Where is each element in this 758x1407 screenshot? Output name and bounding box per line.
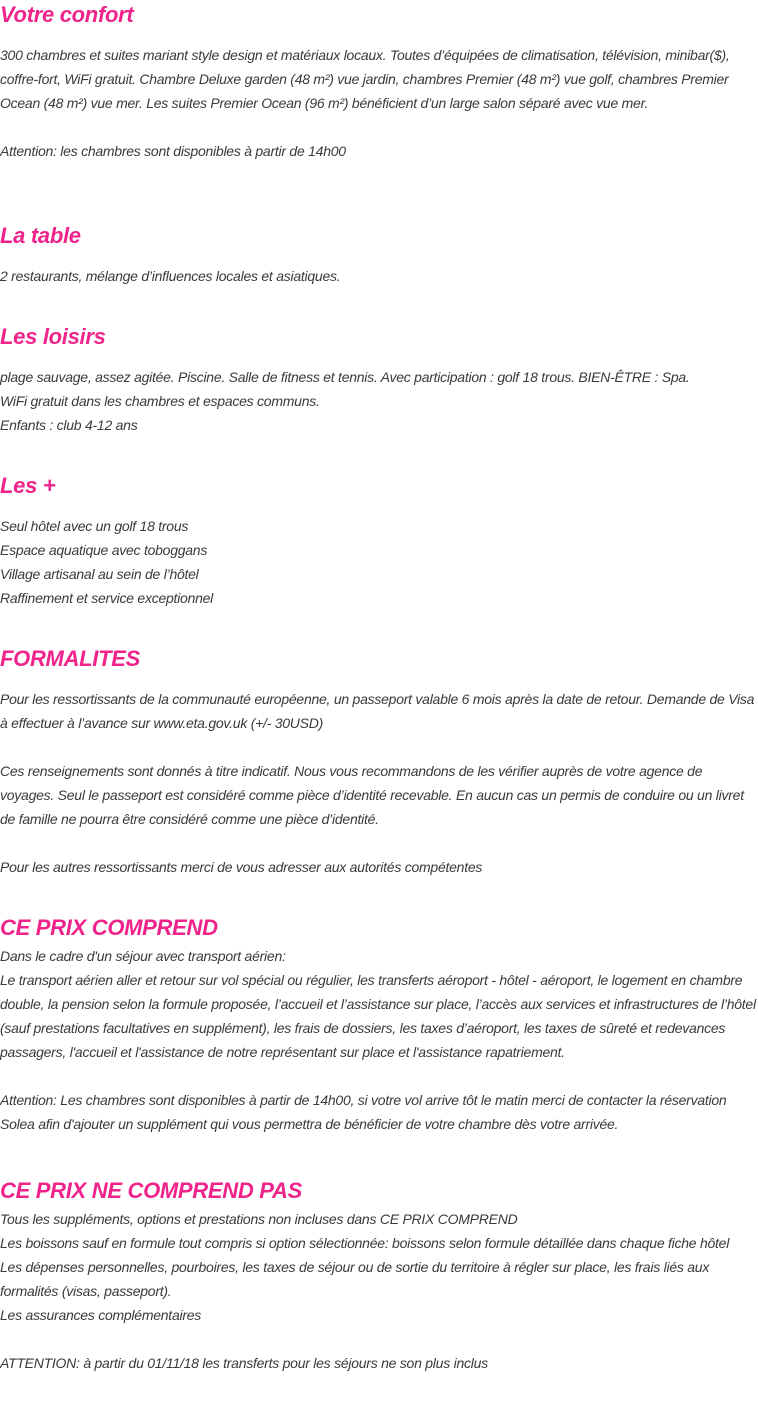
section-title-plus: Les +	[0, 473, 56, 498]
section-prix-ne-comprend-pas	[0, 1176, 758, 1375]
ne-comprend-attention: ATTENTION: à partir du 01/11/18 les transferts pour les séjours ne son plus inclus	[0, 1355, 488, 1371]
section-body-prix-comprend	[0, 944, 758, 1136]
section-confort	[0, 0, 758, 163]
section-body-table	[0, 264, 758, 288]
section-formalites	[0, 644, 758, 879]
section-table	[0, 221, 758, 288]
section-body-prix-ne-comprend-pas	[0, 1207, 758, 1375]
formalites-passport: Pour les ressortissants de la communauté européenne, un passeport valable 6 mois après la date de retour. Demande de Visa à effectuer à l’avance sur www.eta.gov.uk (+/- 30USD)	[0, 691, 755, 731]
comprend-attention: Attention: Les chambres sont disponibles à partir de 14h00, si votre vol arrive tôt le matin merci de contacter la réservation Solea afin d'ajouter un supplément qui vous permettra de bénéficier de votre chambre dès votre arrivée.	[0, 1092, 727, 1132]
plus-line: Raffinement et service exceptionnel	[0, 590, 214, 606]
formalites-disclaimer: Ces renseignements sont donnés à titre indicatif. Nous vous recommandons de les vérifier auprès de votre agence de voyages. Seul le passeport est considéré comme pièce d’identité recevable. En aucun cas un permis de conduire ou un livret de famille ne pourra être considéré comme une pièce d’identité.	[0, 763, 744, 827]
section-title-prix-ne-comprend-pas: CE PRIX NE COMPREND PAS	[0, 1178, 302, 1203]
section-plus	[0, 471, 758, 610]
section-prix-comprend	[0, 913, 758, 1136]
section-loisirs	[0, 322, 758, 437]
loisirs-line: WiFi gratuit dans les chambres et espaces communs.	[0, 393, 320, 409]
section-title-formalites: FORMALITES	[0, 646, 140, 671]
comprend-details: Le transport aérien aller et retour sur vol spécial ou régulier, les transferts aéroport - hôtel - aéroport, le logement en chambre double, la pension selon la formule proposée, l’accueil et l’assistance sur place, l’accès aux services et infrastructures de l’hôtel (sauf prestations facultatives en supplément), les frais de dossiers, les taxes d’aéroport, les taxes de sûreté et redevances passagers, l'accueil et l'assistance de notre représentant sur place et l'assistance rapatriement.	[0, 972, 756, 1060]
plus-line: Espace aquatique avec toboggans	[0, 542, 208, 558]
comprend-intro: Dans le cadre d'un séjour avec transport aérien:	[0, 948, 286, 964]
section-title-loisirs: Les loisirs	[0, 324, 106, 349]
section-title-confort: Votre confort	[0, 2, 134, 27]
ne-comprend-line: Les dépenses personnelles, pourboires, les taxes de séjour ou de sortie du territoire à régler sur place, les frais liés aux formalités (visas, passeport).	[0, 1259, 710, 1299]
section-body-loisirs	[0, 365, 758, 437]
table-description: 2 restaurants, mélange d’influences locales et asiatiques.	[0, 268, 341, 284]
ne-comprend-line: Les assurances complémentaires	[0, 1307, 202, 1323]
ne-comprend-line: Tous les suppléments, options et prestations non incluses dans CE PRIX COMPREND	[0, 1211, 518, 1227]
section-title-table: La table	[0, 223, 81, 248]
section-body-confort	[0, 43, 758, 163]
section-body-formalites	[0, 687, 758, 879]
section-body-plus	[0, 514, 758, 610]
plus-line: Seul hôtel avec un golf 18 trous	[0, 518, 189, 534]
plus-line: Village artisanal au sein de l’hôtel	[0, 566, 199, 582]
section-title-prix-comprend: CE PRIX COMPREND	[0, 915, 218, 940]
loisirs-line: plage sauvage, assez agitée. Piscine. Salle de fitness et tennis. Avec participation : golf 18 trous. BIEN-ÊTRE : Spa.	[0, 369, 690, 385]
loisirs-line: Enfants : club 4-12 ans	[0, 417, 138, 433]
ne-comprend-line: Les boissons sauf en formule tout compris si option sélectionnée: boissons selon formule détaillée dans chaque fiche hôtel	[0, 1235, 730, 1251]
formalites-others: Pour les autres ressortissants merci de vous adresser aux autorités compétentes	[0, 859, 483, 875]
confort-attention: Attention: les chambres sont disponibles à partir de 14h00	[0, 143, 346, 159]
confort-description: 300 chambres et suites mariant style design et matériaux locaux. Toutes d’équipées de climatisation, télévision, minibar($), coffre-fort, WiFi gratuit. Chambre Deluxe garden (48 m²) vue jardin, chambres Premier (48 m²) vue golf, chambres Premier Ocean (48 m²) vue mer. Les suites Premier Ocean (96 m²) bénéficient d’un large salon séparé avec vue mer.	[0, 47, 730, 111]
